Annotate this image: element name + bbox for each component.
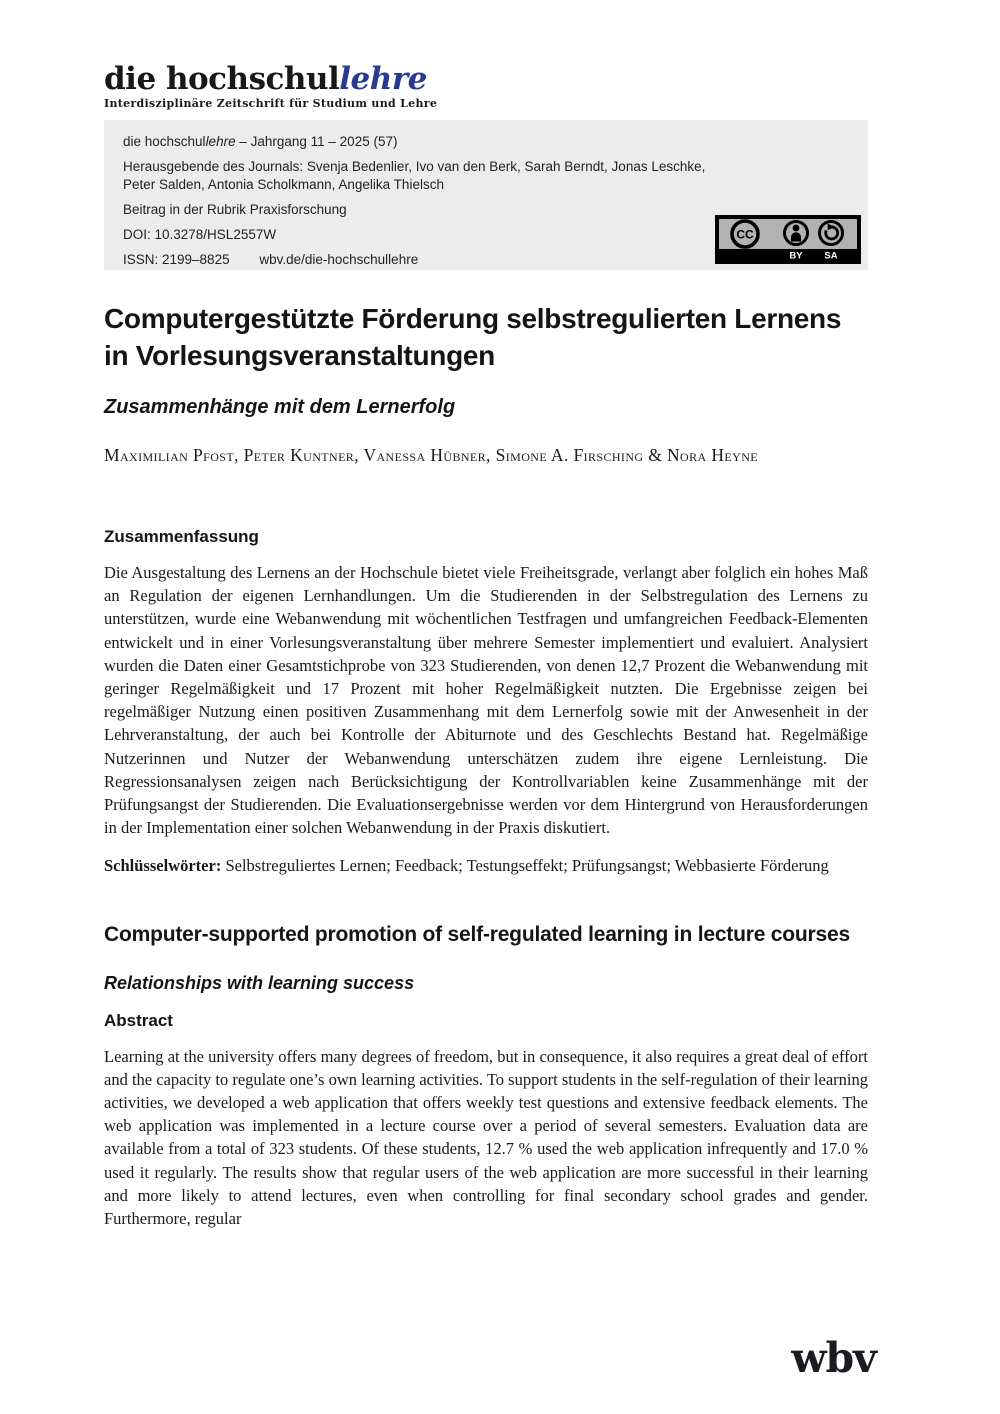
- journal-logo-wordmark: [104, 61, 868, 97]
- article-subtitle-en: Relationships with learning success: [104, 972, 415, 993]
- abstract-de-heading: Zusammenfassung: [104, 527, 259, 546]
- journal-logo-accent: lehre: [339, 61, 427, 97]
- author-list: Maximilian Pfost, Peter Kuntner, Vanessa Hübner, Simone A. Firsching & Nora Heyne: [104, 445, 758, 465]
- cc-by-sa-license-badge[interactable]: [715, 215, 861, 264]
- issue-journal-name: die hochschul: [123, 134, 206, 149]
- issue-volume-year: – Jahrgang 11 – 2025 (57): [235, 134, 398, 149]
- license-sa-label: SA: [824, 250, 838, 262]
- publication-info-box: [104, 120, 868, 270]
- issn-number: ISSN: 2199–8825: [123, 252, 230, 267]
- abstract-de-text: Die Ausgestaltung des Lernens an der Hochschule bietet viele Freiheitsgrade, verlangt aber folglich ein hohes Maß an Regulation der eigenen Lernhandlungen. Um die Studierenden in der Selbstregulation des Lernens zu unterstützen, wurde eine Webanwendung mit wöchentlichen Testfragen und umfangreichen Feedback-Elementen entwickelt und in einer Vorlesungsveranstaltung über mehrere Semester implementiert und evaluiert. Analysiert wurden die Daten einer Gesamtstichprobe von 323 Studierenden, von denen 12,7 Prozent die Webanwendung mit geringer Regelmäßigkeit und 17 Prozent mit hoher Regelmäßigkeit nutzten. Die Ergebnisse zeigen bei regelmäßiger Nutzung einen positiven Zusammenhang mit dem Lernerfolg sowie mit der Anwesenheit in der Lehrveranstaltung, der auch bei Kontrolle der Abiturnote und des Geschlechts Bestand hat. Regelmäßige Nutzerinnen und Nutzer der Webanwendung unterschätzen zudem ihre eigene Lernleistung. Die Regressionsanalysen zeigen nach Berücksichtigung der Kontrollvariablen keine Zusammenhänge mit der Prüfungsangst der Studierenden. Die Evaluationsergebnisse werden vor dem Hintergrund von Herausforderungen in der Implementation einer solchen Webanwendung in der Praxis diskutiert.: [104, 563, 868, 838]
- journal-logo-main: die hochschul: [104, 61, 340, 97]
- issue-journal-name-accent: lehre: [205, 134, 236, 149]
- wbv-publisher-logo: wbv: [791, 1334, 876, 1382]
- editors-line: Herausgebende des Journals: Svenja Bedenlier, Ivo van den Berk, Sarah Berndt, Jonas Leschke, Peter Salden, Antonia Scholkmann, Angelika Thielsch: [123, 159, 706, 192]
- journal-tagline: Interdisziplinäre Zeitschrift für Studium und Lehre: [104, 97, 438, 110]
- issn-line: [123, 251, 418, 269]
- rubric-line: Beitrag in der Rubrik Praxisforschung: [123, 202, 347, 217]
- license-by-label: BY: [789, 250, 803, 262]
- doi-line: DOI: 10.3278/HSL2557W: [123, 227, 277, 242]
- journal-logo: [104, 0, 868, 109]
- share-alike-icon: [820, 222, 843, 245]
- cc-logo-icon: [732, 221, 758, 247]
- journal-website-link[interactable]: wbv.de/die-hochschullehre: [259, 252, 419, 267]
- keywords-label: Schlüsselwörter:: [104, 856, 222, 876]
- abstract-en-heading: Abstract: [104, 1010, 173, 1030]
- article-title-en: Computer-supported promotion of self-regulated learning in lecture courses: [104, 922, 850, 946]
- article-subtitle-de: Zusammenhänge mit dem Lernerfolg: [104, 396, 456, 418]
- keywords-text: Selbstreguliertes Lernen; Feedback; Testungseffekt; Prüfungsangst; Webbasierte Förderung: [221, 856, 829, 876]
- attribution-icon: [785, 222, 808, 245]
- keywords-de: [104, 854, 868, 877]
- article-title-de: Computergestützte Förderung selbstregulierten Lernens in Vorlesungsveranstaltungen: [104, 303, 842, 371]
- issue-line: [123, 133, 713, 151]
- abstract-en-text: Learning at the university offers many degrees of freedom, but in consequence, it also requires a great deal of effort and the capacity to regulate one’s own learning activities. To support students in the self-regulation of their learning activities, we developed a web application that offers weekly test questions and extensive feedback elements. The web application was implemented in a lecture course over a period of several semesters. Evaluation data are available from a total of 323 students. Of these students, 12.7 % used the web application infrequently and 17.0 % used it regularly. The results show that regular users of the web application are more successful in their learning and more likely to attend lectures, even when controlling for final secondary school grades and gender. Furthermore, regular: [104, 1046, 868, 1229]
- svg-text:CC: CC: [736, 227, 754, 242]
